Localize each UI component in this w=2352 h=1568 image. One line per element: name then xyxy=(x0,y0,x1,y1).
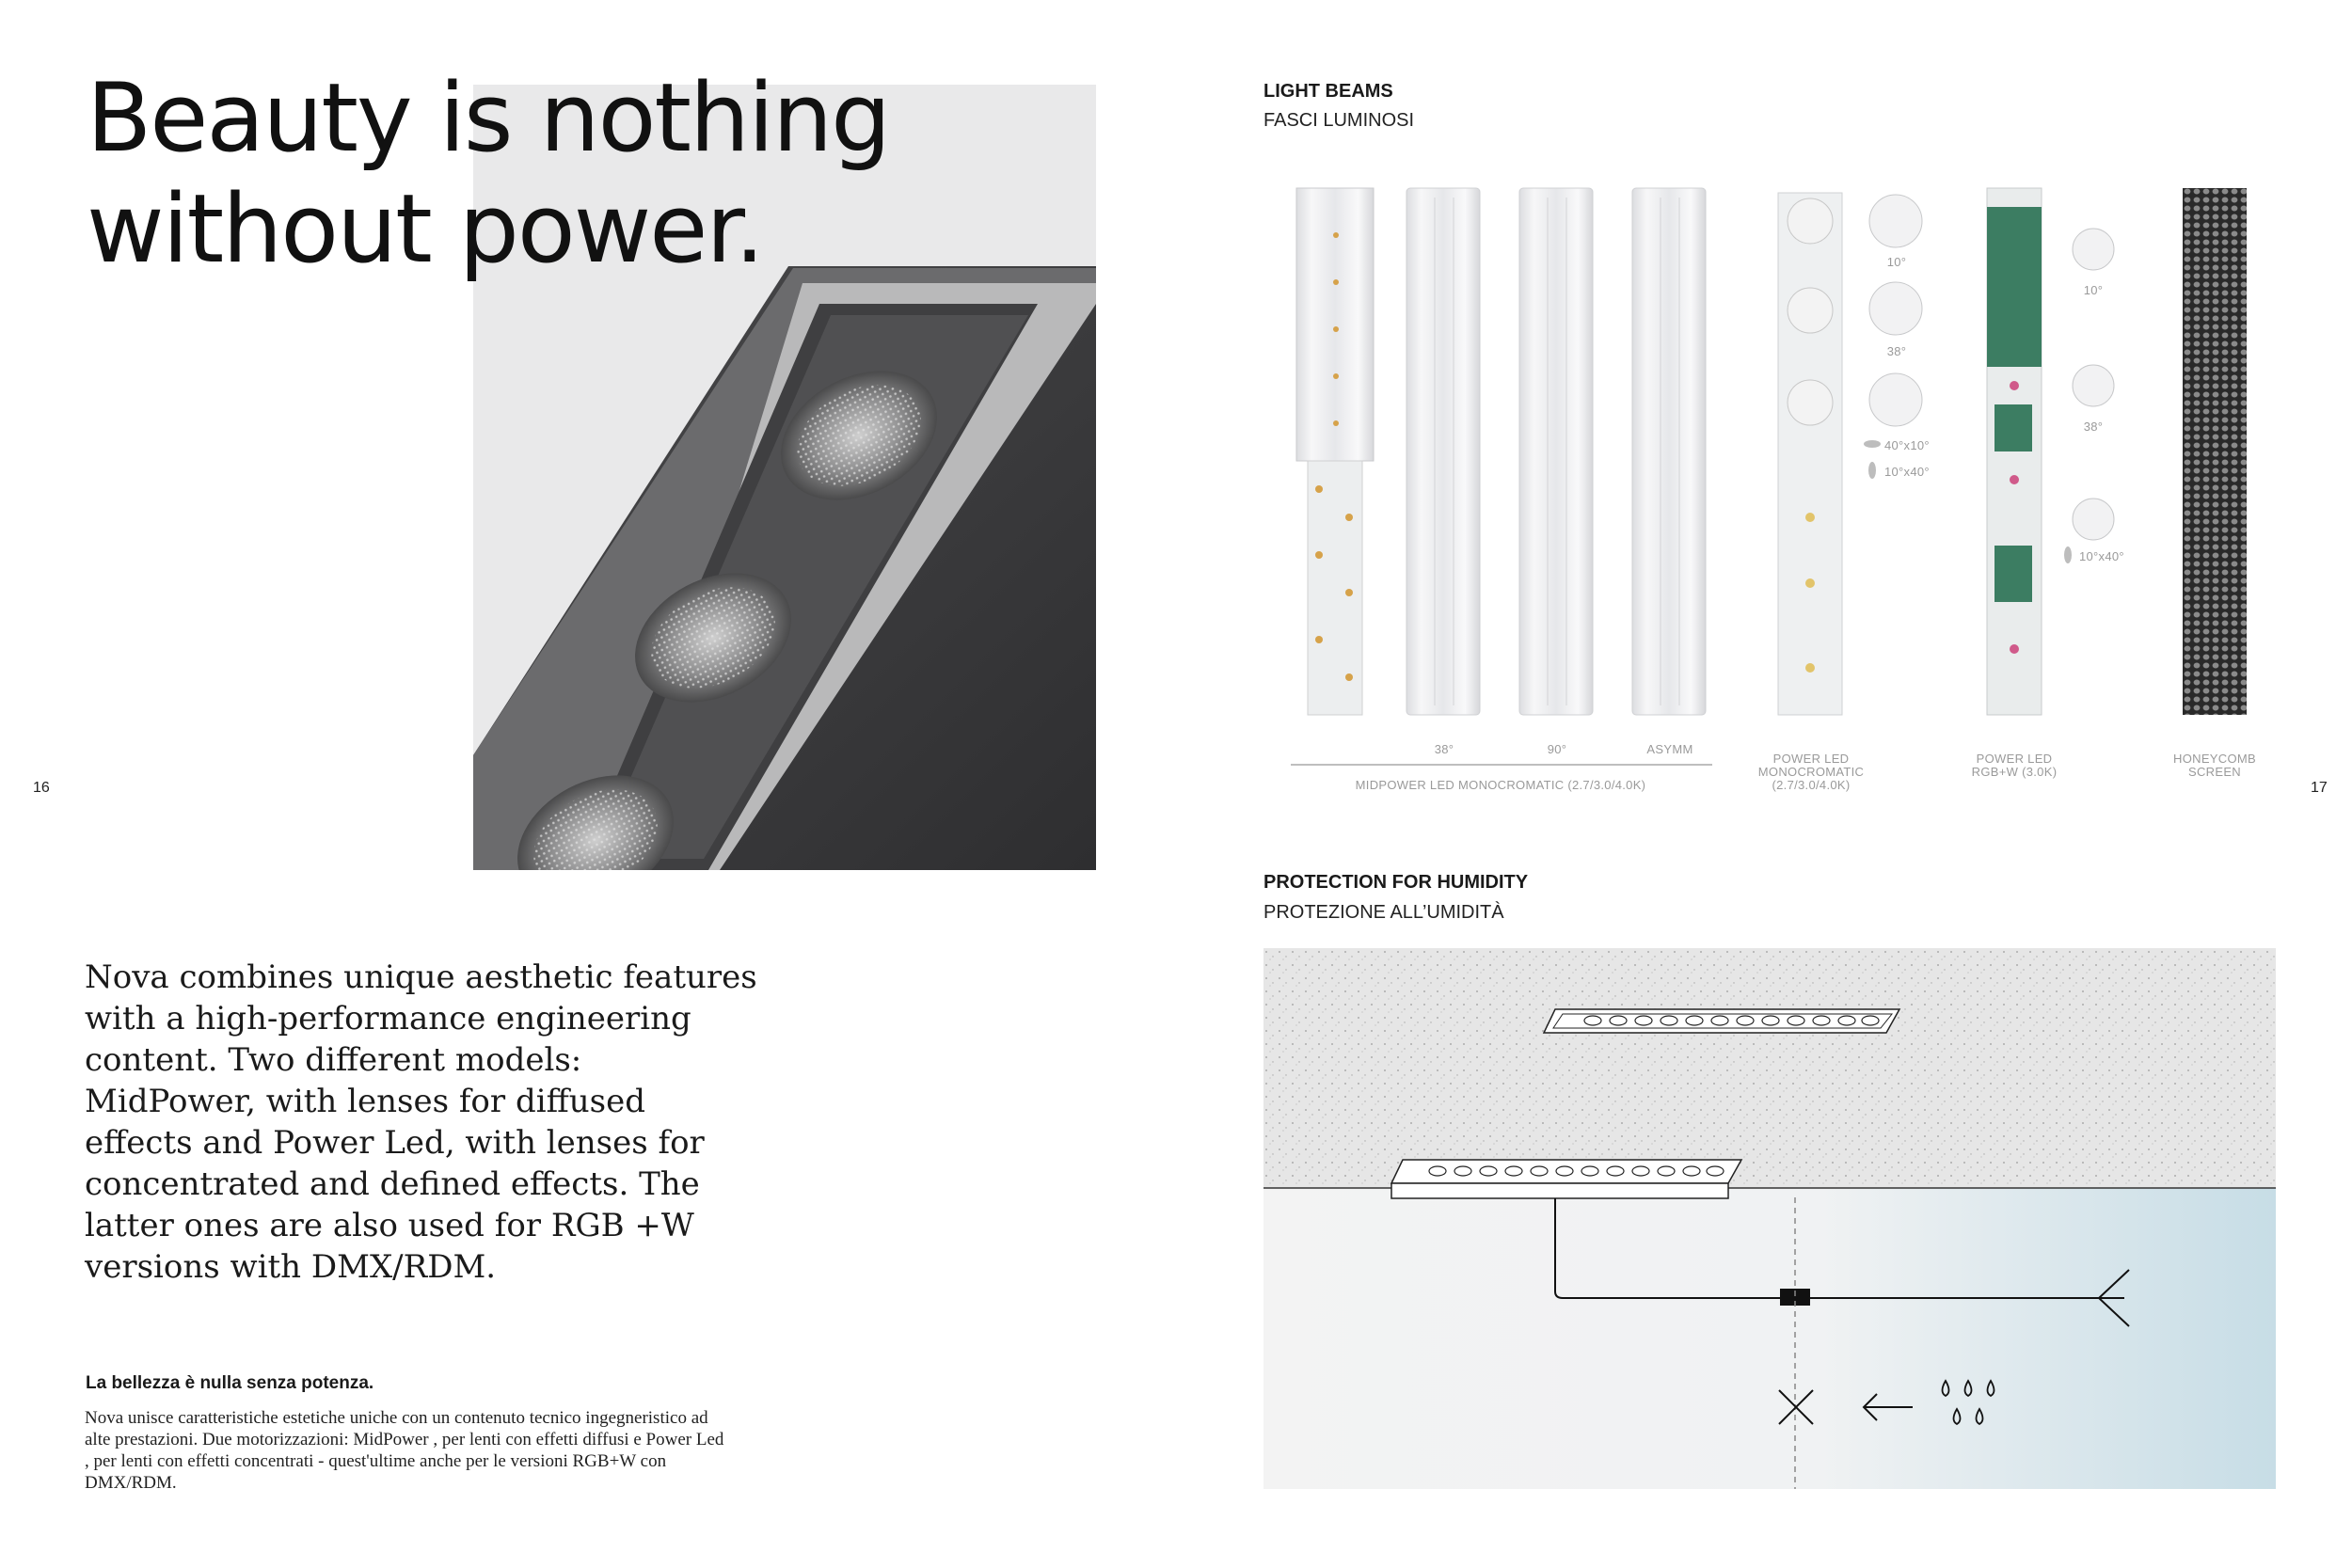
lens-strip-38 xyxy=(1406,188,1480,715)
label-asymm: ASYMM xyxy=(1646,742,1693,756)
lens-strip-asymm xyxy=(1632,188,1706,715)
page-headline xyxy=(87,62,933,284)
powerled-board xyxy=(1778,193,1842,715)
rgbw-caption: POWER LED RGB+W (3.0K) xyxy=(1971,752,2058,779)
rgbw-lens-38: 38° xyxy=(2083,420,2104,434)
pl-lens-40x10: 40°x10° xyxy=(1884,438,1930,452)
body-text-italian: Nova unisce caratteristiche estetiche uniche con un contenuto tecnico ingegneristico ad alte prestazioni. Due motorizzazioni: MidPower , per lenti con effetti diffusi e Power Led , per lenti con effetti concentrati - quest'ultime anche per le versioni RGB+W con DMX/RDM. xyxy=(85,1408,724,1493)
light-beams-figure xyxy=(1279,179,2267,800)
humidity-title: PROTECTION FOR HUMIDITY xyxy=(1263,872,1529,893)
headline-line-2: without power. xyxy=(87,173,763,284)
page-number-right: 17 xyxy=(2311,780,2328,796)
rgbw-board xyxy=(1987,188,2042,715)
light-beams-title: LIGHT BEAMS xyxy=(1263,81,1393,102)
humidity-subtitle: PROTEZIONE ALL’UMIDITÀ xyxy=(1263,902,1504,923)
concrete-area xyxy=(1263,948,2276,1188)
rgbw-lens-10x40: 10°x40° xyxy=(2079,549,2124,563)
pl-lens-10: 10° xyxy=(1886,255,1907,269)
ground-area xyxy=(1263,1188,2276,1489)
led-fixture-icon xyxy=(1544,1009,1899,1033)
italian-title: La bellezza è nulla senza potenza. xyxy=(86,1373,374,1393)
light-beams-subtitle: FASCI LUMINOSI xyxy=(1263,110,1415,131)
rgbw-lens-10: 10° xyxy=(2083,283,2104,297)
product-photo xyxy=(473,266,1096,870)
led-fixture-lower-icon xyxy=(1391,1160,1741,1198)
label-38: 38° xyxy=(1434,742,1454,756)
pl-lens-10x40: 10°x40° xyxy=(1884,465,1930,479)
powerled-caption: POWER LED MONOCROMATIC (2.7/3.0/4.0K) xyxy=(1757,752,1865,792)
midpower-caption: MIDPOWER LED MONOCROMATIC (2.7/3.0/4.0K) xyxy=(1355,778,1646,792)
humidity-diagram xyxy=(1263,948,2276,1489)
body-text-english: Nova combines unique aesthetic features with a high-performance engineering content. Two different models: MidPower, with lenses for diffused effects and Power Led, with lenses for concentrated and defined effects. The latter ones are also used for RGB +W versions with DMX/RDM. xyxy=(85,958,757,1286)
pl-lens-38: 38° xyxy=(1886,344,1907,358)
lens-strip-90 xyxy=(1519,188,1593,715)
light-beams-graphic xyxy=(1279,179,2267,800)
honeycomb-screen xyxy=(2183,188,2247,715)
midpower-board xyxy=(1296,188,1374,715)
honeycomb-caption: HONEYCOMB SCREEN xyxy=(2173,752,2256,779)
page-number-left: 16 xyxy=(33,780,50,796)
label-90: 90° xyxy=(1547,742,1567,756)
headline-line-1: Beauty is nothing xyxy=(87,62,890,173)
